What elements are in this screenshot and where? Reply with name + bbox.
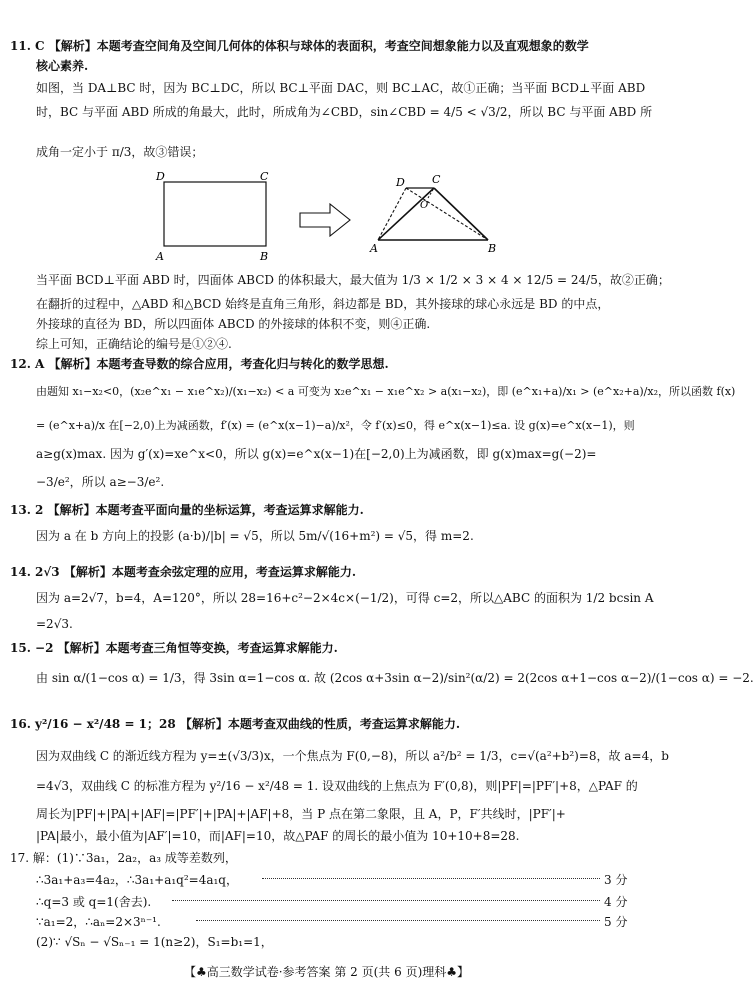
q11-heading: 11. C 【解析】本题考查空间角及空间几何体的体积与球体的表面积，考查空间想象能力以及直观想象的数学 <box>10 39 589 53</box>
q16-line-2: =4√3，双曲线 C 的标准方程为 y²/16 − x²/48 = 1. 设双曲线的上焦点为 F′(0,8)，则|PF|=|PF′|+8，△PAF 的 <box>36 779 638 793</box>
page-footer: 【♣高三数学试卷·参考答案 第 2 页(共 6 页)理科♣】 <box>183 965 470 979</box>
q11-line-1: 如图，当 DA⊥BC 时，因为 BC⊥DC，所以 BC⊥平面 DAC，则 BC⊥AC，故①正确；当平面 BCD⊥平面 ABD <box>36 81 646 95</box>
label-a2: A <box>370 242 378 255</box>
edge-ac <box>378 188 434 240</box>
q16-line-1: 因为双曲线 C 的渐近线方程为 y=±(√3/3)x，一个焦点为 F(0,−8)，所以 a²/b² = 1/3，c=√(a²+b²)=8，故 a=4，b <box>36 749 669 763</box>
q17-heading: 17. 解：(1)∵3a₁，2a₂，a₃ 成等差数列， <box>10 851 237 865</box>
score-2: 4 分 <box>604 895 628 909</box>
q14-heading: 14. 2√3 【解析】本题考查余弦定理的应用，考查运算求解能力. <box>10 565 356 579</box>
q16-line-3: 周长为|PF|+|PA|+|AF|=|PF′|+|PA|+|AF|+8，当 P 点在第二象限，且 A，P，F′共线时，|PF′|+ <box>36 807 566 821</box>
label-c2: C <box>432 173 441 186</box>
q12-heading: 12. A 【解析】本题考查导数的综合应用，考查化归与转化的数学思想. <box>10 357 389 371</box>
edge-cb <box>434 188 488 240</box>
score-1: 3 分 <box>604 873 628 887</box>
label-o2: O <box>420 200 429 211</box>
label-b1: B <box>260 250 269 263</box>
q12-line-2: = (e^x+a)/x 在[−2,0)上为减函数，f′(x) = (e^x(x−1)−a)/x²，令 f′(x)≤0，得 e^x(x−1)≤a. 设 g(x)=e^x(x−1)，则 <box>36 419 635 432</box>
q17-line-1-text: ∴3a₁+a₃=4a₂，∴3a₁+a₁q²=4a₁q， <box>36 873 238 887</box>
edge-da <box>378 188 406 240</box>
label-c1: C <box>260 170 269 183</box>
q11-heading-cont: 核心素养. <box>36 59 89 73</box>
q14-line-2: =2√3. <box>36 617 73 631</box>
arrow-icon <box>300 204 350 236</box>
q17-line-1 <box>36 872 653 889</box>
q12-line-1: 由题知 x₁−x₂<0，(x₂e^x₁ − x₁e^x₂)/(x₁−x₂) < a 可变为 x₂e^x₁ − x₁e^x₂ > a(x₁−x₂)，即 (e^x₁+a)/x₁ > (e^x₂+a)/x₂，所以函数 f(x) <box>36 385 736 398</box>
q12-line-4: −3/e²，所以 a≥−3/e². <box>36 475 165 489</box>
q16-heading: 16. y²/16 − x²/48 = 1；28 【解析】本题考查双曲线的性质，考查运算求解能力. <box>10 717 461 731</box>
q11-line-7: 综上可知，正确结论的编号是①②④. <box>36 337 232 351</box>
q11-line-6: 外接球的直径为 BD，所以四面体 ABCD 的外接球的体积不变，则④正确. <box>36 317 431 331</box>
q14-line-1: 因为 a=2√7，b=4，A=120°，所以 28=16+c²−2×4c×(−1/2)，可得 c=2，所以△ABC 的面积为 1/2 bcsin A <box>36 591 654 605</box>
edge-db <box>406 188 488 240</box>
q17-line-4: (2)∵ √Sₙ − √Sₙ₋₁ = 1(n≥2)，S₁=b₁=1， <box>36 935 273 949</box>
q11-line-5: 在翻折的过程中，△ABD 和△BCD 始终是直角三角形，斜边都是 BD，其外接球的球心永远是 BD 的中点， <box>36 297 610 311</box>
label-b2: B <box>488 242 497 255</box>
q16-line-4: |PA|最小，最小值为|AF′|=10，而|AF|=10，故△PAF 的周长的最小值为 10+10+8=28. <box>36 829 520 843</box>
q11-line-3: 成角一定小于 π/3，故③错误； <box>36 145 204 159</box>
score-leader-1 <box>262 878 600 879</box>
q15-line-1: 由 sin α/(1−cos α) = 1/3，得 3sin α=1−cos α. 故 (2cos α+3sin α−2)/sin²(α/2) = 2(2cos α+1−cos α−2)/(1−cos α) = −2. <box>36 671 754 685</box>
score-leader-3 <box>196 920 600 921</box>
score-leader-2 <box>172 900 600 901</box>
q13-heading: 13. 2 【解析】本题考查平面向量的坐标运算，考查运算求解能力. <box>10 503 364 517</box>
q17-line-2: ∴q=3 或 q=1(舍去). <box>36 895 152 909</box>
q11-line-2: 时，BC 与平面 ABD 所成的角最大，此时，所成角为∠CBD，sin∠CBD = 4/5 < √3/2，所以 BC 与平面 ABD 所 <box>36 105 653 119</box>
score-3: 5 分 <box>604 915 628 929</box>
label-d1: D <box>156 170 165 183</box>
q12-line-3: a≥g(x)max. 因为 g′(x)=xe^x<0，所以 g(x)=e^x(x−1)在[−2,0)上为减函数，即 g(x)max=g(−2)= <box>36 447 597 461</box>
q11-figure <box>150 168 510 268</box>
q15-heading: 15. −2 【解析】本题考查三角恒等变换，考查运算求解能力. <box>10 641 338 655</box>
q11-line-4: 当平面 BCD⊥平面 ABD 时，四面体 ABCD 的体积最大，最大值为 1/3 × 1/2 × 3 × 4 × 12/5 = 24/5，故②正确； <box>36 273 670 287</box>
label-a1: A <box>156 250 164 263</box>
rectangle-abcd <box>164 182 266 246</box>
label-d2: D <box>396 176 405 189</box>
q17-line-3: ∵a₁=2，∴aₙ=2×3ⁿ⁻¹. <box>36 915 161 929</box>
q13-line-1: 因为 a 在 b 方向上的投影 (a·b)/|b| = √5，所以 5m/√(16+m²) = √5，得 m=2. <box>36 529 474 543</box>
